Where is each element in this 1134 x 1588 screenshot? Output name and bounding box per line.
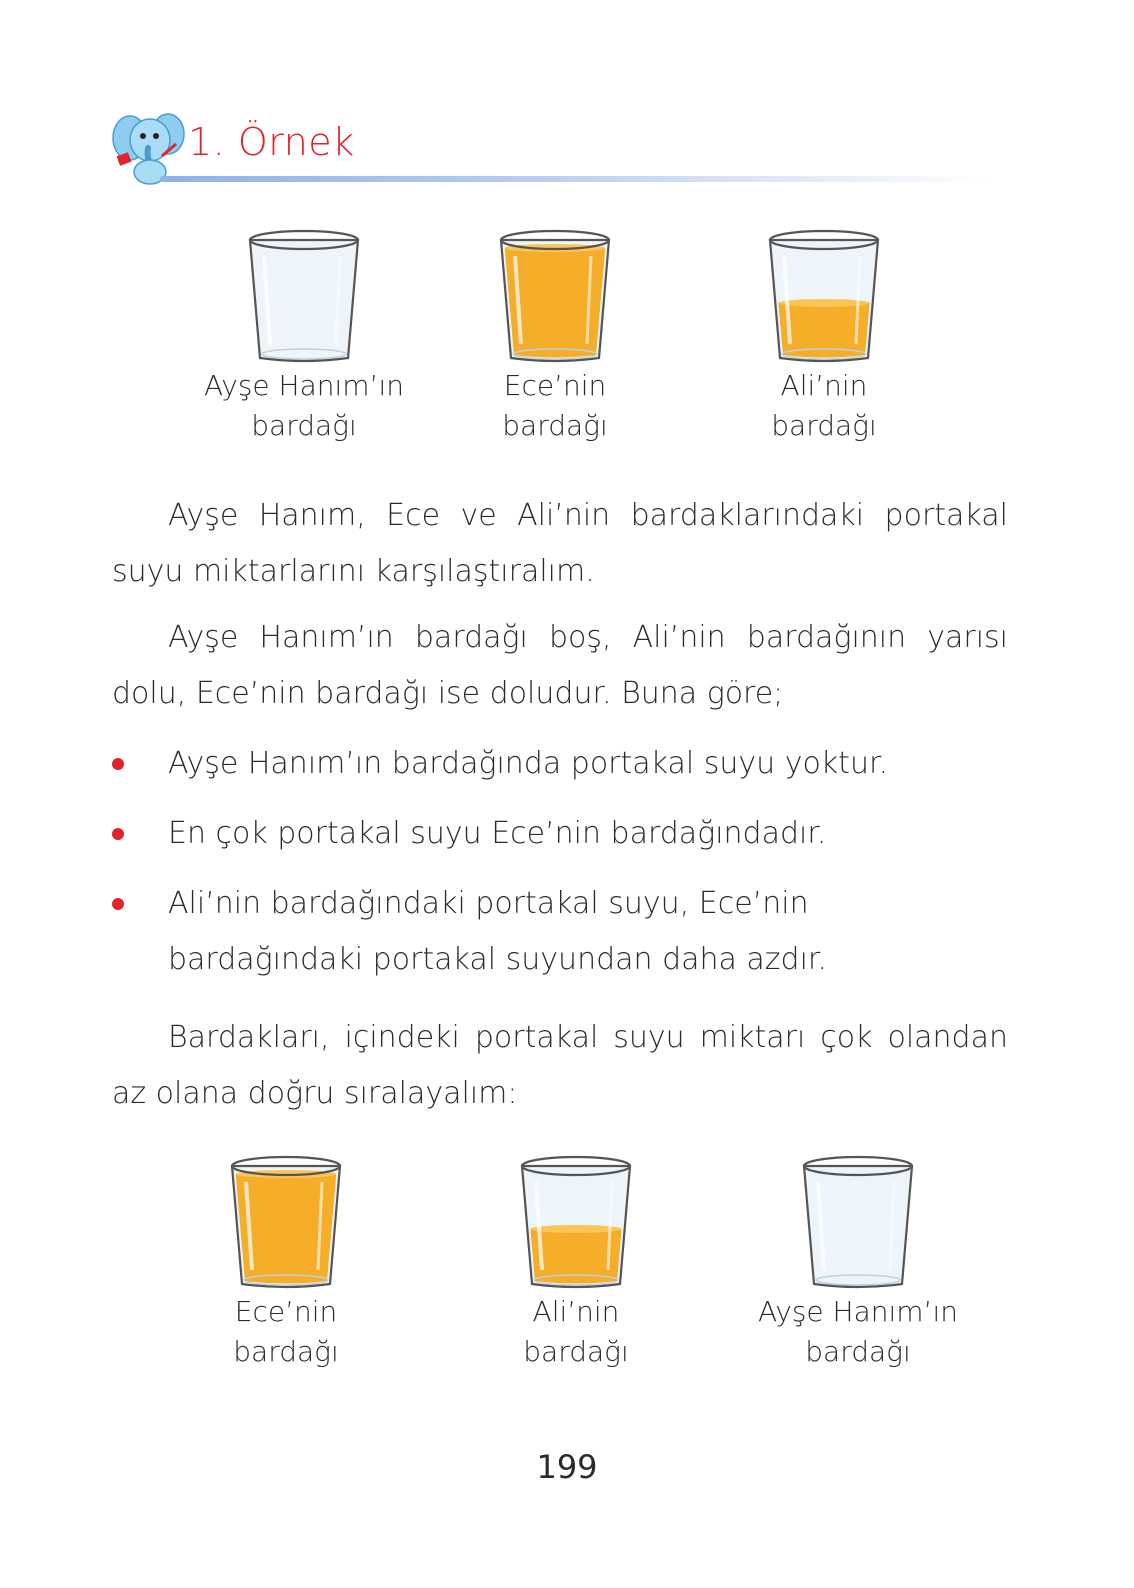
list-item: En çok portakal suyu Ece’nin bardağındadır. [112,806,1008,862]
empty-glass-icon [244,226,364,366]
comparison-paragraph: Ayşe Hanım’ın bardağı boş, Ali’nin bardağının yarısı dolu, Ece’nin bardağı ise doludur. Buna göre; [112,620,1008,711]
bullet-icon [112,898,124,910]
glass-card-ayse [184,226,424,446]
ordering-paragraph: Bardakları, içindeki portakal suyu miktarı çok olandan az olana doğru sıralayalım: [112,1020,1008,1111]
bullet-icon [112,758,124,770]
glass-label: Ece’nin bardağı [233,1295,339,1368]
glass-label: Ece’nin bardağı [502,369,608,442]
glass-card-ece [435,226,675,446]
glass-label: Ali’nin bardağı [771,369,877,442]
example-header [110,100,910,190]
glass-label: Ayşe Hanım’ın bardağı [204,369,404,442]
full-glass-icon [226,1152,346,1292]
bullet-icon [112,828,124,840]
page-number: 199 [536,1448,598,1486]
list-item: Ali’nin bardağındaki portakal suyu, Ece’nin bardağındaki portakal suyundan daha azdır. [112,876,1008,988]
full-glass-icon [495,226,615,366]
half-glass-icon [764,226,884,366]
glass-card-ali [456,1152,696,1372]
half-glass-icon [516,1152,636,1292]
empty-glass-icon [798,1152,918,1292]
header-divider [160,176,990,182]
glass-card-ayse [738,1152,978,1372]
list-item: Ayşe Hanım’ın bardağında portakal suyu yoktur. [112,736,1008,792]
example-title: 1. Örnek [188,120,355,164]
glass-label: Ayşe Hanım’ın bardağı [758,1295,958,1368]
intro-paragraph: Ayşe Hanım, Ece ve Ali’nin bardaklarındaki portakal suyu miktarlarını karşılaştıralım. [112,498,1008,589]
glass-card-ali [704,226,944,446]
glass-label: Ali’nin bardağı [523,1295,629,1368]
glass-card-ece [166,1152,406,1372]
conclusion-list [112,736,1008,1002]
